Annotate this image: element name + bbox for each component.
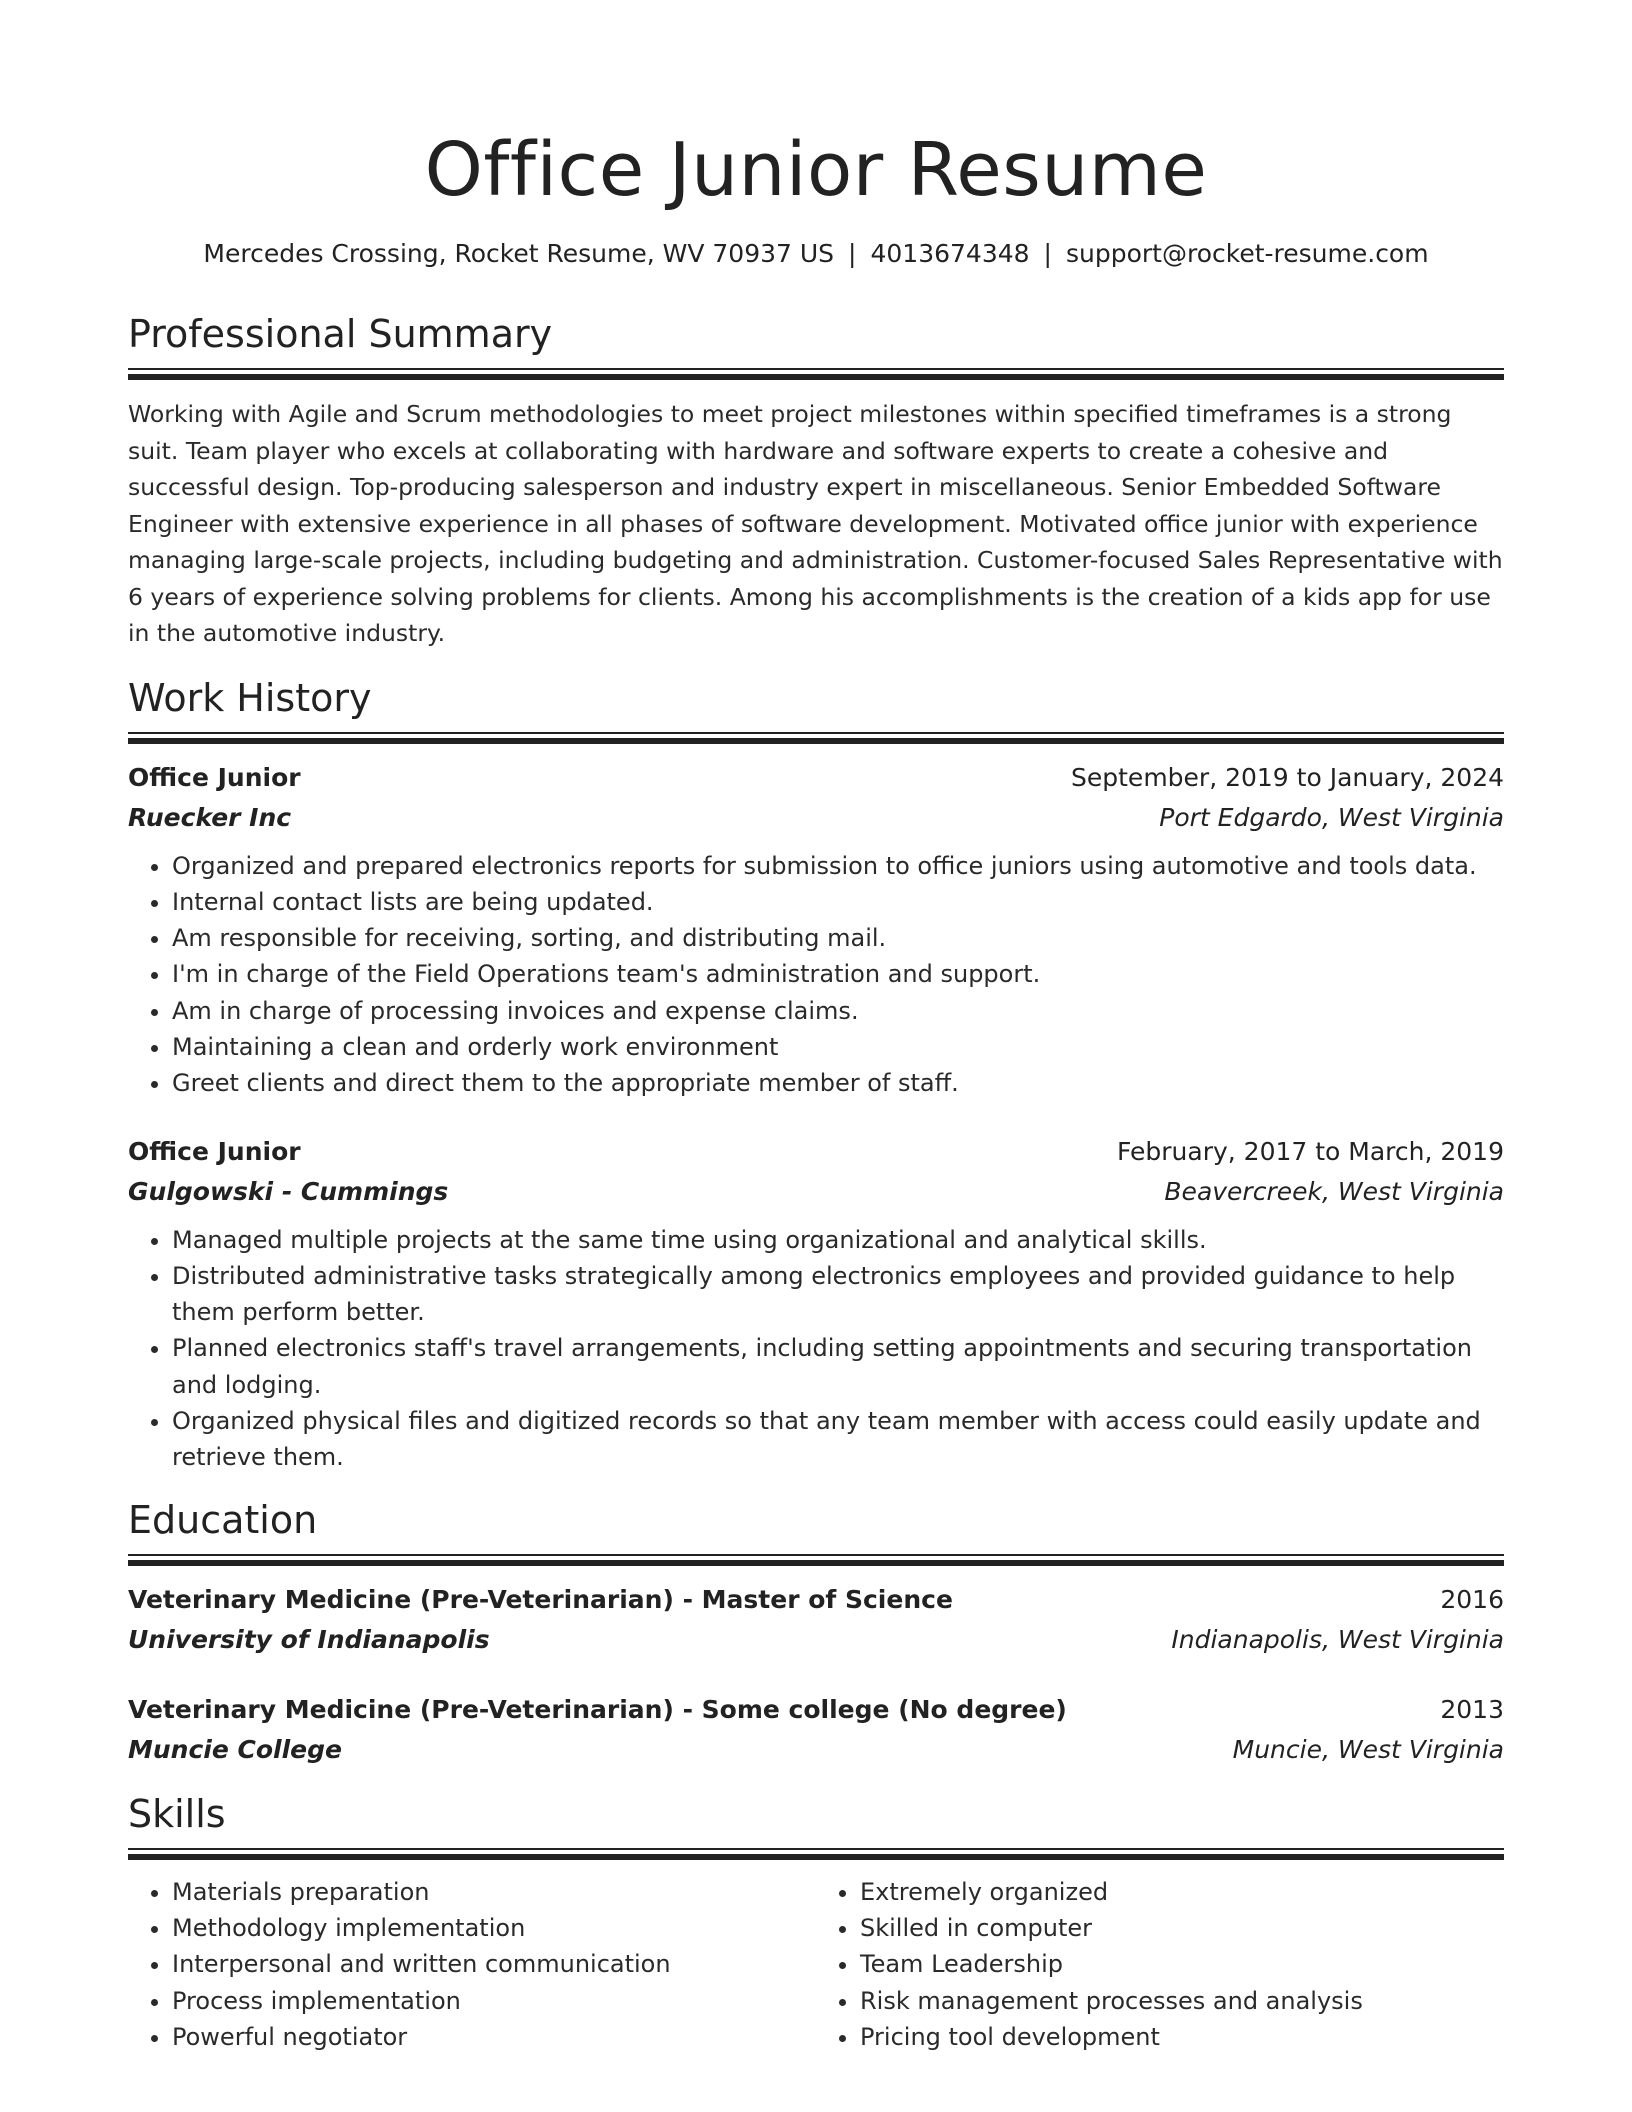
list-item: • Am responsible for receiving, sorting, and distributing mail. [172, 920, 1504, 956]
list-item: • Risk management processes and analysis [860, 1983, 1504, 2019]
summary-section [128, 310, 1504, 652]
job-location: Port Edgardo, West Virginia [1159, 802, 1504, 832]
list-item: • Pricing tool development [860, 2019, 1504, 2055]
contact-separator: | [1043, 239, 1052, 268]
education-heading: Education [128, 1497, 318, 1542]
job-company: Gulgowski - Cummings [128, 1176, 449, 1206]
list-item: • Extremely organized [860, 1874, 1504, 1910]
list-item: • Distributed administrative tasks strategically among electronics employees and provided guidance to help them perform better. [172, 1258, 1504, 1331]
list-item: • Managed multiple projects at the same time using organizational and analytical skills. [172, 1222, 1504, 1258]
skills-list-left [128, 1874, 816, 2055]
job-bullets [128, 1222, 1504, 1476]
list-item: • Am in charge of processing invoices and expense claims. [172, 993, 1504, 1029]
section-divider [128, 1848, 1504, 1860]
list-item: • I'm in charge of the Field Operations team's administration and support. [172, 956, 1504, 992]
job-entry [128, 758, 1504, 1102]
list-item: • Team Leadership [860, 1946, 1504, 1982]
education-degree: Veterinary Medicine (Pre-Veterinarian) - Master of Science [128, 1584, 953, 1614]
list-item: • Process implementation [172, 1983, 816, 2019]
list-item: • Methodology implementation [172, 1910, 816, 1946]
education-entry [128, 1690, 1504, 1770]
contact-separator: | [848, 239, 857, 268]
list-item: • Organized physical files and digitized records so that any team member with access could easily update and retrieve them. [172, 1403, 1504, 1476]
summary-heading: Professional Summary [128, 312, 553, 356]
education-school: Muncie College [128, 1734, 342, 1764]
education-section [128, 1496, 1504, 1770]
education-school-row [128, 1620, 1504, 1660]
job-entry [128, 1132, 1504, 1476]
job-dates: September, 2019 to January, 2024 [1071, 762, 1504, 792]
job-company-row [128, 1172, 1504, 1212]
list-item: • Greet clients and direct them to the appropriate member of staff. [172, 1065, 1504, 1101]
list-item: • Powerful negotiator [172, 2019, 816, 2055]
job-bullets [128, 848, 1504, 1102]
skills-heading: Skills [128, 1791, 226, 1836]
job-role: Office Junior [128, 762, 301, 792]
skills-list-right [816, 1874, 1504, 2055]
contact-email: support@rocket-resume.com [1065, 239, 1429, 268]
education-year: 2013 [1440, 1694, 1504, 1724]
contact-line [128, 236, 1504, 272]
list-item: • Skilled in computer [860, 1910, 1504, 1946]
contact-address: Mercedes Crossing, Rocket Resume, WV 70937 US [203, 239, 835, 268]
list-item: • Interpersonal and written communication [172, 1946, 816, 1982]
section-divider [128, 368, 1504, 380]
work-history-heading: Work History [128, 675, 372, 720]
education-header-row [128, 1580, 1504, 1620]
resume-page [128, 0, 1504, 2055]
summary-text: Working with Agile and Scrum methodologies to meet project milestones within specified timeframes is a strong suit. Team player who excels at collaborating with hardware and software experts to create a cohesive and successful design. Top-producing salesperson and industry expert in miscellaneous. Senior Embedded Software Engineer with extensive experience in all phases of software development. Motivated office junior with experience managing large-scale projects, including budgeting and administration. Customer-focused Sales Representative with 6 years of experience solving problems for clients. Among his accomplishments is the creation of a kids app for use in the automotive industry. [128, 400, 1503, 647]
resume-title: Office Junior Resume [424, 127, 1208, 213]
list-item: • Organized and prepared electronics reports for submission to office juniors using automotive and tools data. [172, 848, 1504, 884]
skills-section [128, 1790, 1504, 2055]
skills-columns [128, 1874, 1504, 2055]
section-divider [128, 1554, 1504, 1566]
job-header-row [128, 1132, 1504, 1172]
education-entry [128, 1580, 1504, 1660]
education-header-row [128, 1690, 1504, 1730]
job-dates: February, 2017 to March, 2019 [1116, 1136, 1504, 1166]
list-item: • Materials preparation [172, 1874, 816, 1910]
job-role: Office Junior [128, 1136, 301, 1166]
list-item: • Maintaining a clean and orderly work environment [172, 1029, 1504, 1065]
job-company: Ruecker Inc [128, 802, 292, 832]
job-company-row [128, 798, 1504, 838]
education-school: University of Indianapolis [128, 1624, 490, 1654]
education-location: Muncie, West Virginia [1232, 1734, 1504, 1764]
contact-phone: 4013674348 [870, 239, 1030, 268]
list-item: • Internal contact lists are being updated. [172, 884, 1504, 920]
education-year: 2016 [1440, 1584, 1504, 1614]
list-item: • Planned electronics staff's travel arrangements, including setting appointments and securing transportation and lodging. [172, 1330, 1504, 1403]
education-degree: Veterinary Medicine (Pre-Veterinarian) - Some college (No degree) [128, 1694, 1067, 1724]
job-location: Beavercreek, West Virginia [1164, 1176, 1504, 1206]
work-history-section [128, 674, 1504, 1476]
education-location: Indianapolis, West Virginia [1171, 1624, 1504, 1654]
education-school-row [128, 1730, 1504, 1770]
section-divider [128, 732, 1504, 744]
job-header-row [128, 758, 1504, 798]
